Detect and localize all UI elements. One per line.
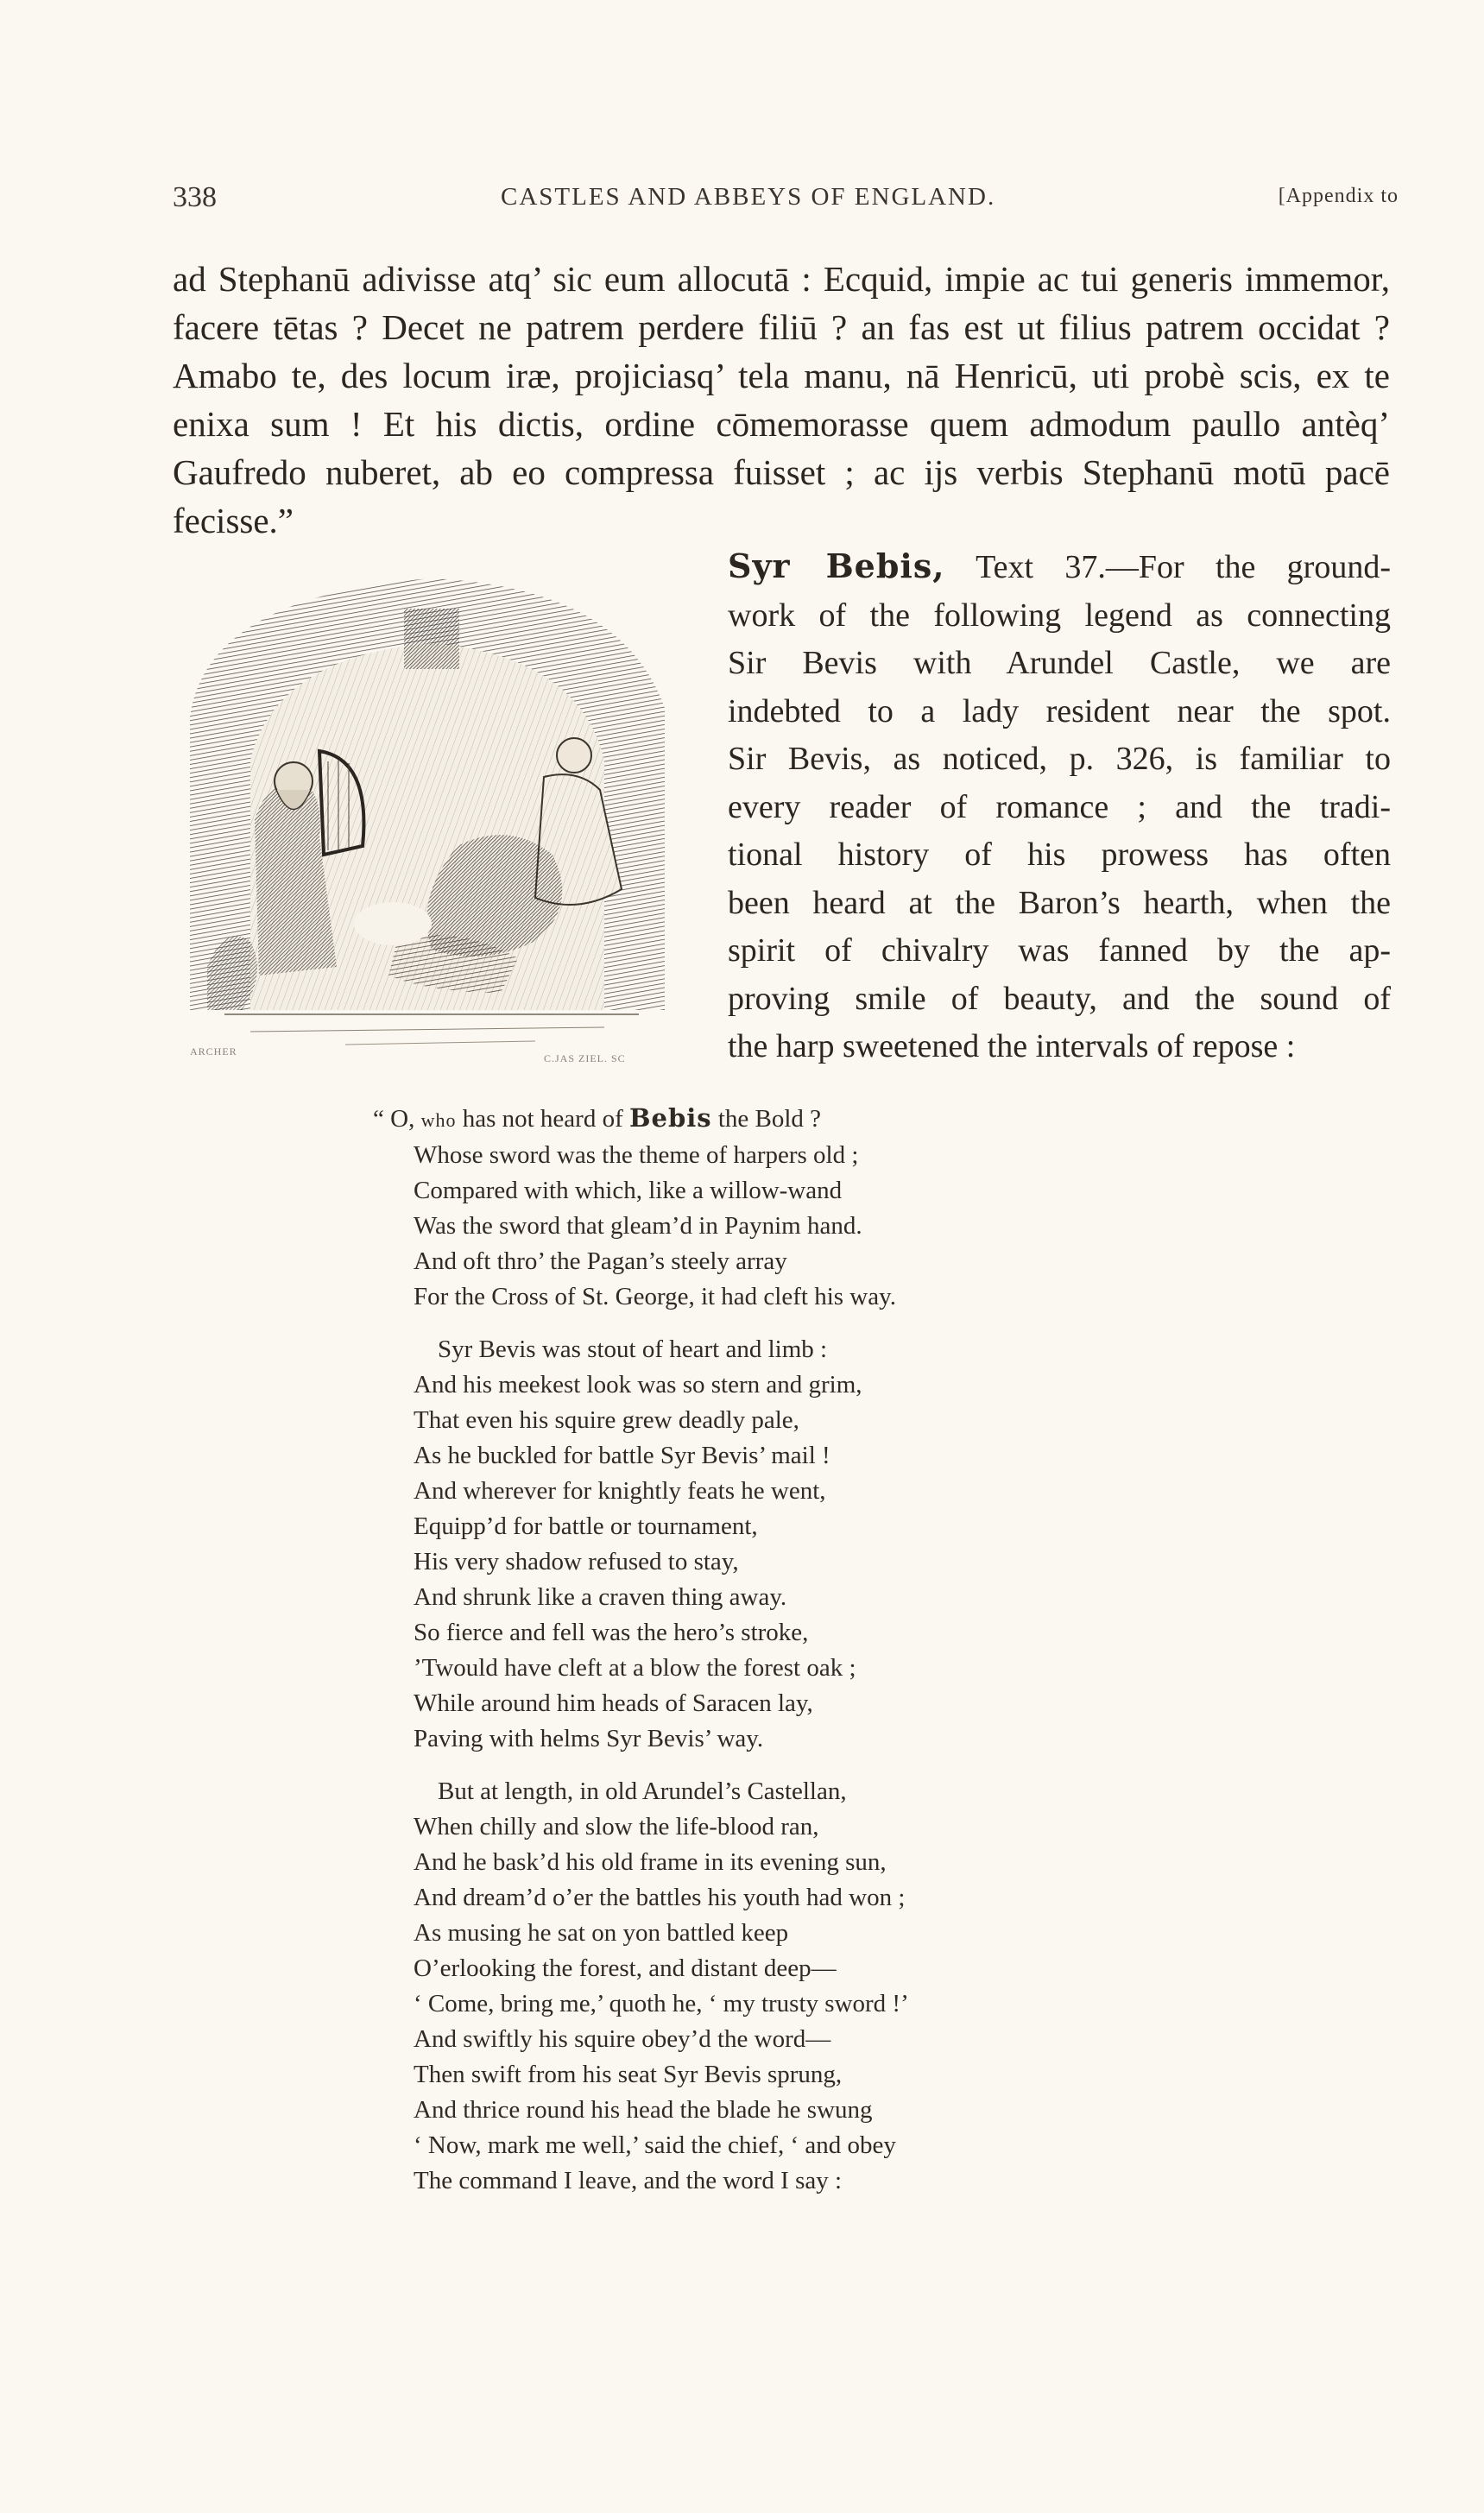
poem-line: For the Cross of St. George, it had cleft his way. xyxy=(414,1283,896,1310)
latin-paragraph: ad Stephanū adivisse atq’ sic eum allocutā : Ecquid, impie ac tui generis immemor, facere tētas ? Decet ne patrem perdere filiū ? an fas est ut filius patrem occidat ? Amabo te, des locum iræ, projiciasq’ tela manu, nā Henricū, uti probè scis, ex te enixa sum ! Et his dictis, ordine cōmemorasse quem admodum paullo antèq’ Gaufredo nuberet, ab eo compressa fuisset ; ac ijs verbis Stephanū motū pacē fecisse.” xyxy=(173,259,1390,540)
page-number: 338 xyxy=(173,181,217,213)
note-line: been heard at the Baron’s hearth, when the xyxy=(728,884,1391,921)
ballad-poem xyxy=(373,1101,1064,2199)
poem-line: And thrice round his head the blade he swung xyxy=(414,2096,873,2124)
poem-line: ’Twould have cleft at a blow the forest oak ; xyxy=(414,1654,856,1682)
poem-line: And he bask’d his old frame in its evening sun, xyxy=(414,1848,887,1876)
poem-line: And wherever for knightly feats he went, xyxy=(414,1477,826,1505)
note-heading: Syr Bebis, xyxy=(728,546,945,585)
poem-line: And dream’d o’er the battles his youth had won ; xyxy=(414,1884,906,1911)
poem-line: Compared with which, like a willow-wand xyxy=(414,1177,843,1204)
note-line: Sir Bevis, as noticed, p. 326, is familiar to xyxy=(728,741,1391,777)
poem-line: That even his squire grew deadly pale, xyxy=(414,1406,799,1434)
poem-line: ‘ Come, bring me,’ quoth he, ‘ my trusty sword !’ xyxy=(414,1990,909,2017)
engraving-illustration xyxy=(173,561,669,1075)
note-line: Sir Bevis with Arundel Castle, we are xyxy=(728,645,1391,681)
poem-line: And his meekest look was so stern and grim, xyxy=(414,1371,862,1399)
poem-line: O’erlooking the forest, and distant deep— xyxy=(414,1954,837,1982)
poem-line: Whose sword was the theme of harpers old ; xyxy=(414,1141,859,1169)
running-header xyxy=(173,181,1399,216)
note-line: every reader of romance ; and the tradi- xyxy=(728,788,1391,825)
poem-line: And oft thro’ the Pagan’s steely array xyxy=(414,1247,787,1275)
note-line: spirit of chivalry was fanned by the ap- xyxy=(728,932,1391,969)
poem-line: When chilly and slow the life-blood ran, xyxy=(414,1813,819,1841)
appendix-label: [Appendix to xyxy=(1278,185,1399,207)
note-line: proving smile of beauty, and the sound of xyxy=(728,980,1391,1017)
poem-line: The command I leave, and the word I say : xyxy=(414,2167,843,2194)
engraver-credit-right: C.JAS ZIEL. SC xyxy=(544,1052,626,1064)
note-line: Text 37.—For the ground- xyxy=(976,549,1391,585)
poem-line: But at length, in old Arundel’s Castellan, xyxy=(438,1777,847,1805)
poem-line: His very shadow refused to stay, xyxy=(414,1548,739,1575)
poem-line: So fierce and fell was the hero’s stroke, xyxy=(414,1619,809,1646)
poem-line: Paving with helms Syr Bevis’ way. xyxy=(414,1725,764,1752)
poem-line: Syr Bevis was stout of heart and limb : xyxy=(438,1335,828,1363)
poem-line: And swiftly his squire obey’d the word— xyxy=(414,2025,831,2053)
poem-line: Was the sword that gleam’d in Paynim hand. xyxy=(414,1212,862,1240)
minstrel-engraving xyxy=(173,561,669,1075)
note-line: work of the following legend as connecting xyxy=(728,597,1391,634)
running-title: CASTLES AND ABBEYS OF ENGLAND. xyxy=(501,183,996,211)
poem-line: Then swift from his seat Syr Bevis sprung, xyxy=(414,2061,843,2088)
poem-line-first: “ O, who has not heard of Bebis the Bold ? xyxy=(373,1103,822,1133)
poem-line: And shrunk like a craven thing away. xyxy=(414,1583,787,1611)
sir-bevis-note xyxy=(728,542,1391,1071)
poem-line: While around him heads of Saracen lay, xyxy=(414,1689,813,1717)
note-line: the harp sweetened the intervals of repose : xyxy=(728,1028,1296,1064)
poem-line: As he buckled for battle Syr Bevis’ mail ! xyxy=(414,1442,830,1469)
engraver-credit-left: ARCHER xyxy=(190,1045,237,1058)
poem-line: ‘ Now, mark me well,’ said the chief, ‘ and obey xyxy=(414,2131,896,2159)
poem-line: As musing he sat on yon battled keep xyxy=(414,1919,789,1947)
poem-line: Equipp’d for battle or tournament, xyxy=(414,1512,758,1540)
note-line: indebted to a lady resident near the spot. xyxy=(728,692,1391,729)
note-line: tional history of his prowess has often xyxy=(728,837,1391,873)
